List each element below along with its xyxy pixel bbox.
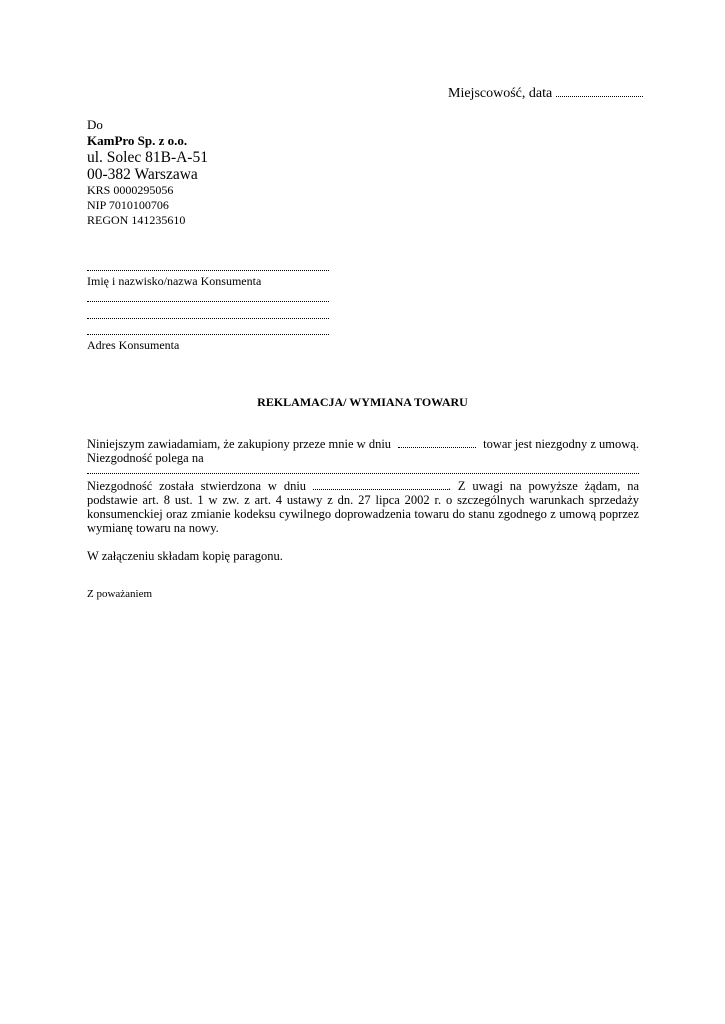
consumer-name-dotted-line[interactable] <box>87 270 329 271</box>
place-date-label: Miejscowość, data <box>448 86 553 101</box>
consumer-address-dotted-line-2[interactable] <box>87 318 329 319</box>
consumer-address-caption: Adres Konsumenta <box>87 338 180 352</box>
recipient-company: KamPro Sp. z o.o. <box>87 133 188 148</box>
recipient-city: 00-382 Warszawa <box>87 166 198 183</box>
demand-text-start: Niezgodność została stwierdzona w dniu <box>87 479 307 493</box>
consumer-address-dotted-line-3[interactable] <box>87 334 329 335</box>
purchase-text-end: towar jest niezgodny z umową. <box>483 437 639 451</box>
consumer-name-caption: Imię i nazwisko/nazwa Konsumenta <box>87 274 262 288</box>
recipient-regon: REGON 141235610 <box>87 213 186 227</box>
purchase-date-dotted-line[interactable] <box>398 437 476 448</box>
recipient-block <box>87 117 208 228</box>
defect-description-label: Niezgodność polega na <box>87 451 204 465</box>
paragraph-purchase <box>87 437 639 451</box>
recipient-krs: KRS 0000295056 <box>87 183 174 197</box>
place-date-dotted-line[interactable] <box>556 86 643 97</box>
paragraph-demand <box>87 479 639 535</box>
document-title: REKLAMACJA/ WYMIANA TOWARU <box>257 395 468 409</box>
detection-date-dotted-line[interactable] <box>313 480 448 490</box>
closing-salutation: Z poważaniem <box>87 588 153 600</box>
attachment-note: W załączeniu składam kopię paragonu. <box>87 549 283 563</box>
place-date-field <box>448 86 643 102</box>
purchase-text-start: Niniejszym zawiadamiam, że zakupiony przeze mnie w dniu <box>87 437 392 451</box>
defect-description-dotted-line[interactable] <box>87 473 639 474</box>
consumer-address-dotted-line-1[interactable] <box>87 301 329 302</box>
recipient-to-label: Do <box>87 117 103 132</box>
recipient-street: ul. Solec 81B-A-51 <box>87 149 208 166</box>
recipient-nip: NIP 7010100706 <box>87 198 169 212</box>
demand-text-rest: . Z uwagi na powyższe żądam, na podstawie art. 8 ust. 1 w zw. z art. 4 ustawy z dn. 27 lipca 2002 r. o szczególnych warunkach sprzedaży konsumenckiej oraz zmianie kodeksu cywilnego doprowadzenia towaru do stanu zgodnego z umową poprzez wymianę towaru na nowy. <box>87 479 639 535</box>
